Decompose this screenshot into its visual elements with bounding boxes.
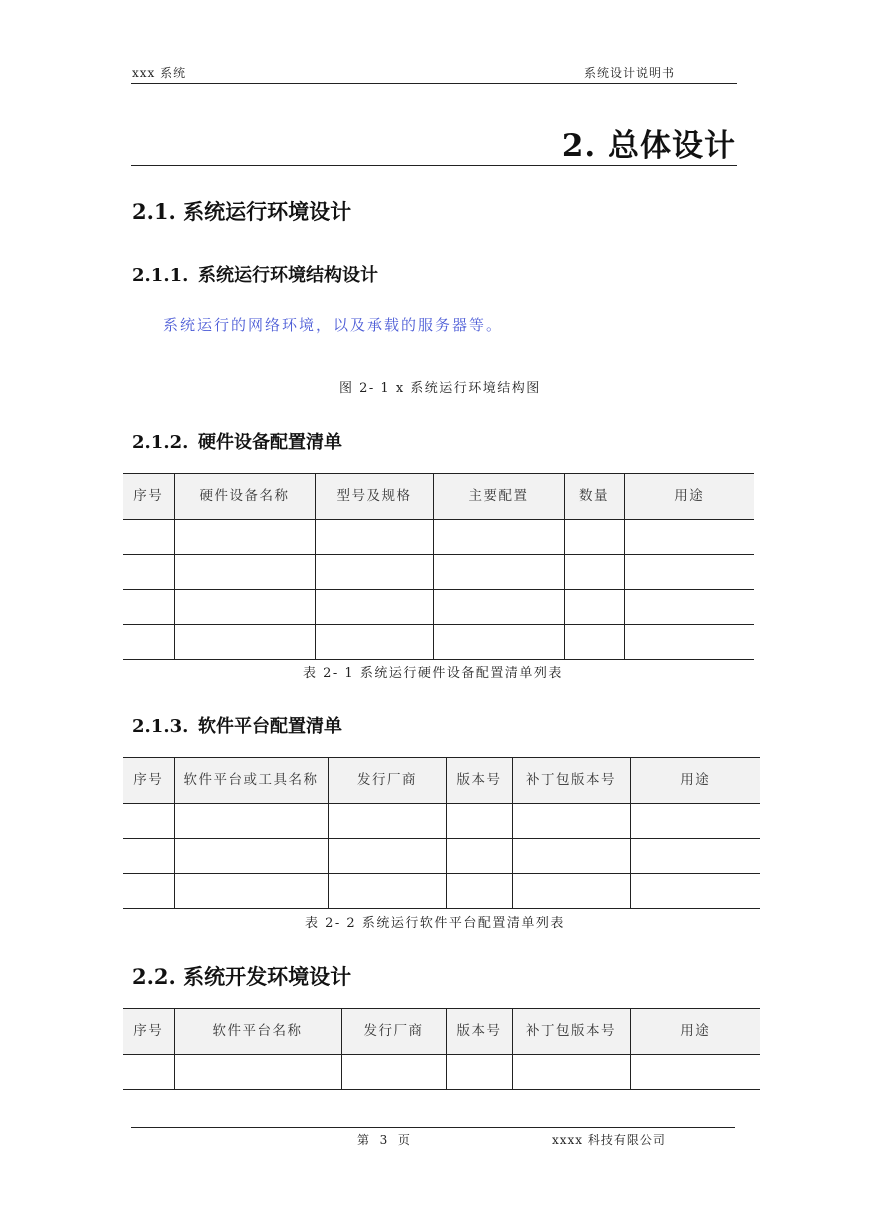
section-heading-2-1: 2.1. 系统运行环境设计 [132,199,352,224]
table-header-cell: 硬件设备名称 [174,474,315,520]
table-row [123,520,754,555]
table-cell [123,874,174,909]
table-cell [630,804,760,839]
table-header-cell: 主要配置 [433,474,564,520]
table-row [123,625,754,660]
footer-page-number: 第 3 页 [357,1133,411,1147]
table-cell [174,555,315,590]
header-rule [131,83,737,84]
section-title: 硬件设备配置清单 [198,432,342,453]
table-header-cell: 序号 [123,758,174,804]
table-cell [315,555,433,590]
table-cell [512,804,630,839]
table-cell [624,590,754,625]
section-heading-2-1-3 [132,712,342,738]
table-cell [624,520,754,555]
table-cell [123,839,174,874]
table-cell [433,520,564,555]
software-table [123,757,760,909]
table-cell [315,590,433,625]
table-cell [123,625,174,660]
table-cell [174,1055,341,1090]
table-header-cell: 软件平台名称 [174,1009,341,1055]
section-heading-2-1-2 [132,428,342,454]
table-cell [433,555,564,590]
table-cell [174,520,315,555]
table-cell [630,874,760,909]
table-cell [123,804,174,839]
table-header-cell: 用途 [630,758,760,804]
dev-env-table [123,1008,760,1090]
header-right: 系统设计说明书 [584,66,676,80]
footer-rule [131,1127,735,1128]
table-cell [315,520,433,555]
table-cell [123,555,174,590]
table-cell [564,555,624,590]
table-header-cell: 数量 [564,474,624,520]
table-cell [123,1055,174,1090]
table-cell [174,874,328,909]
hardware-table [123,473,754,660]
table-row [123,590,754,625]
table-row [123,839,760,874]
table-header-cell: 补丁包版本号 [512,758,630,804]
table-header-cell: 版本号 [446,758,512,804]
table-cell [564,625,624,660]
table-header-cell: 版本号 [446,1009,512,1055]
table-header-cell: 型号及规格 [315,474,433,520]
table-cell [630,1055,760,1090]
chapter-title: 2. 总体设计 [561,128,736,164]
table-cell [433,625,564,660]
table-row [123,804,760,839]
table-row [123,1055,760,1090]
table-cell [624,625,754,660]
table-header-cell: 用途 [624,474,754,520]
table-header-cell: 补丁包版本号 [512,1009,630,1055]
table-row [123,555,754,590]
table-header-cell: 软件平台或工具名称 [174,758,328,804]
table-cell [512,1055,630,1090]
table-cell [174,839,328,874]
figure-caption: 图 2- 1 x 系统运行环境结构图 [339,381,541,396]
table-cell [512,874,630,909]
table-cell [446,804,512,839]
table-cell [328,839,446,874]
section-title: 系统运行环境结构设计 [198,265,378,286]
table-cell [433,590,564,625]
table-cell [624,555,754,590]
table-cell [630,839,760,874]
body-paragraph: 系统运行的网络环境，以及承载的服务器等。 [163,316,504,334]
section-heading-2-1-1 [132,261,378,287]
table-cell [564,520,624,555]
table-caption: 表 2- 2 系统运行软件平台配置清单列表 [305,916,565,931]
table-cell [446,874,512,909]
table-cell [174,804,328,839]
table-cell [564,590,624,625]
table-header-cell: 发行厂商 [328,758,446,804]
table-cell [341,1055,446,1090]
table-header-cell: 序号 [123,1009,174,1055]
footer-company: xxxx 科技有限公司 [552,1133,666,1147]
section-number: 2.1.3. [132,716,189,737]
table-cell [328,874,446,909]
table-row [123,874,760,909]
table-cell [446,839,512,874]
section-heading-2-2: 2.2. 系统开发环境设计 [132,964,352,989]
chapter-rule [131,165,737,166]
table-caption: 表 2- 1 系统运行硬件设备配置清单列表 [303,666,563,681]
table-cell [315,625,433,660]
table-cell [174,625,315,660]
table-header-cell: 用途 [630,1009,760,1055]
table-header-cell: 序号 [123,474,174,520]
section-number: 2.1.2. [132,432,189,453]
table-cell [123,520,174,555]
section-title: 软件平台配置清单 [198,716,342,737]
table-cell [446,1055,512,1090]
table-cell [123,590,174,625]
table-cell [174,590,315,625]
header-left: xxx 系统 [132,66,187,80]
section-number: 2.1.1. [132,265,189,286]
table-header-cell: 发行厂商 [341,1009,446,1055]
table-cell [328,804,446,839]
table-cell [512,839,630,874]
